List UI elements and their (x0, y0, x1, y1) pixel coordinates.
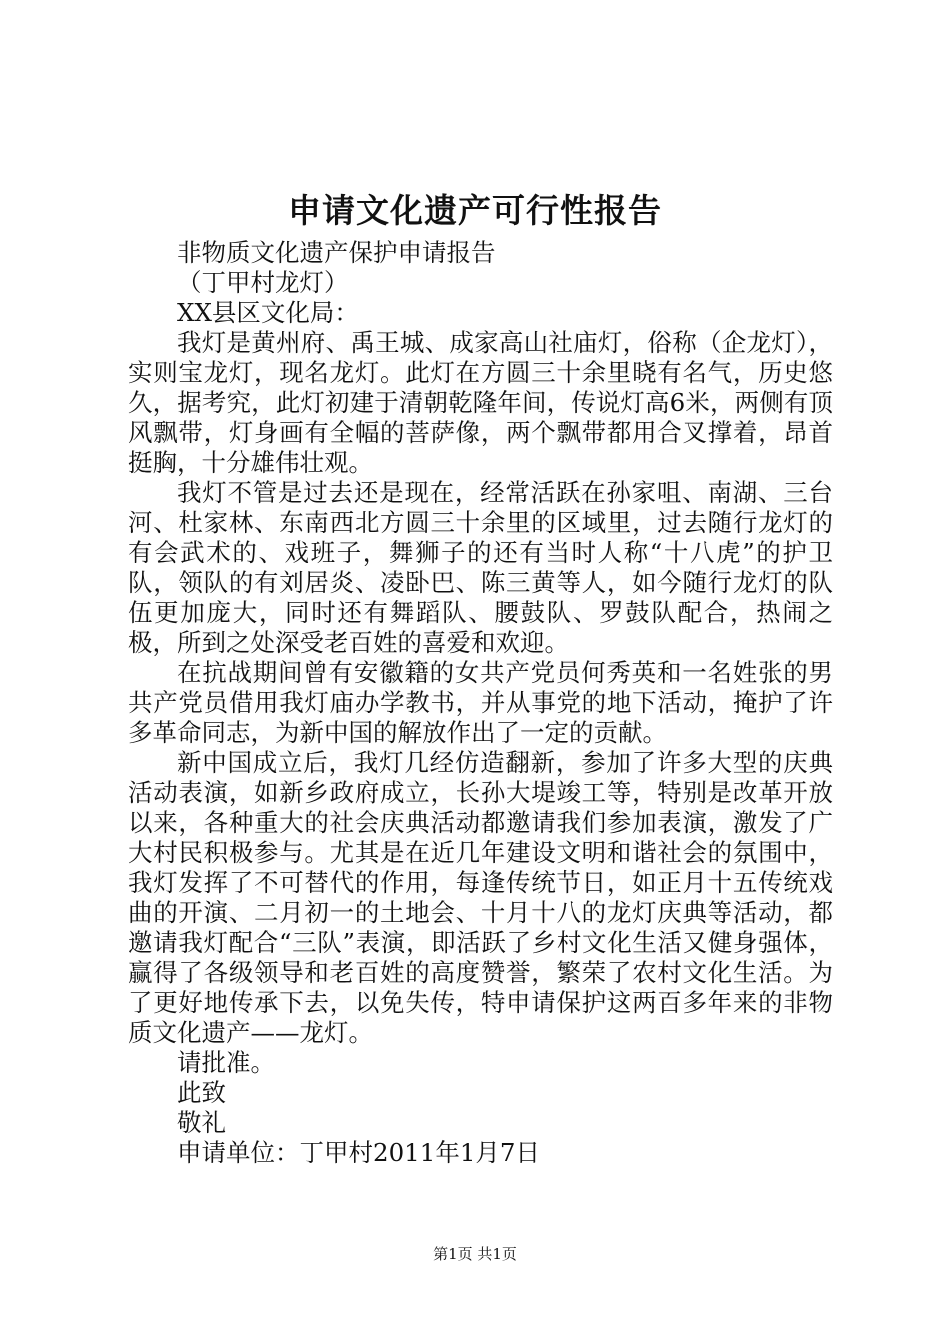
closing-line-1: 此致 (177, 1078, 226, 1107)
signature-line: 申请单位：丁甲村2011年1月7日 (177, 1138, 541, 1167)
paragraph-wartime: 在抗战期间曾有安徽籍的女共产党员何秀英和一名姓张的男共产党员借用我灯庙办学教书，并从事党的地下活动，掩护了许多革命同志，为新中国的解放作出了一定的贡献。 (128, 658, 833, 747)
document-title: 申请文化遗产可行性报告 (288, 191, 662, 230)
document-body (128, 238, 833, 1168)
report-subtitle: 非物质文化遗产保护申请报告 (177, 238, 496, 267)
page-footer: 第1页 共1页 (433, 1245, 517, 1263)
paragraph-history: 我灯是黄州府、禹王城、成家高山社庙灯，俗称（企龙灯），实则宝龙灯，现名龙灯。此灯在方圆三十余里晓有名气，历史悠久，据考究，此灯初建于清朝乾隆年间，传说灯高6米，两侧有顶风飘带，灯身画有全幅的菩萨像，两个飘带都用合叉撑着，昂首挺胸，十分雄伟壮观。 (128, 328, 833, 477)
paragraph-modern: 新中国成立后，我灯几经仿造翻新，参加了许多大型的庆典活动表演，如新乡政府成立，长孙大堤竣工等，特别是改革开放以来，各种重大的社会庆典活动都邀请我们参加表演，激发了广大村民积极参与。尤其是在近几年建设文明和谐社会的氛围中，我灯发挥了不可替代的作用，每逢传统节日，如正月十五传统戏曲的开演、二月初一的土地会、十月十八的龙灯庆典等活动，都邀请我灯配合“三队”表演，即活跃了乡村文化生活又健身强体，赢得了各级领导和老百姓的高度赞誉，繁荣了农村文化生活。为了更好地传承下去，以免失传，特申请保护这两百多年来的非物质文化遗产——龙灯。 (128, 748, 833, 1047)
project-name: （丁甲村龙灯） (177, 268, 349, 297)
paragraph-activities: 我灯不管是过去还是现在，经常活跃在孙家咀、南湖、三台河、杜家林、东南西北方圆三十余里的区域里，过去随行龙灯的有会武术的、戏班子，舞狮子的还有当时人称“十八虎”的护卫队，领队的有刘居炎、凌卧巴、陈三黄等人，如今随行龙灯的队伍更加庞大，同时还有舞蹈队、腰鼓队、罗鼓队配合，热闹之极，所到之处深受老百姓的喜爱和欢迎。 (128, 478, 833, 657)
request-line: 请批准。 (177, 1048, 275, 1077)
closing-line-2: 敬礼 (177, 1108, 226, 1137)
recipient-line: XX县区文化局： (177, 298, 359, 327)
